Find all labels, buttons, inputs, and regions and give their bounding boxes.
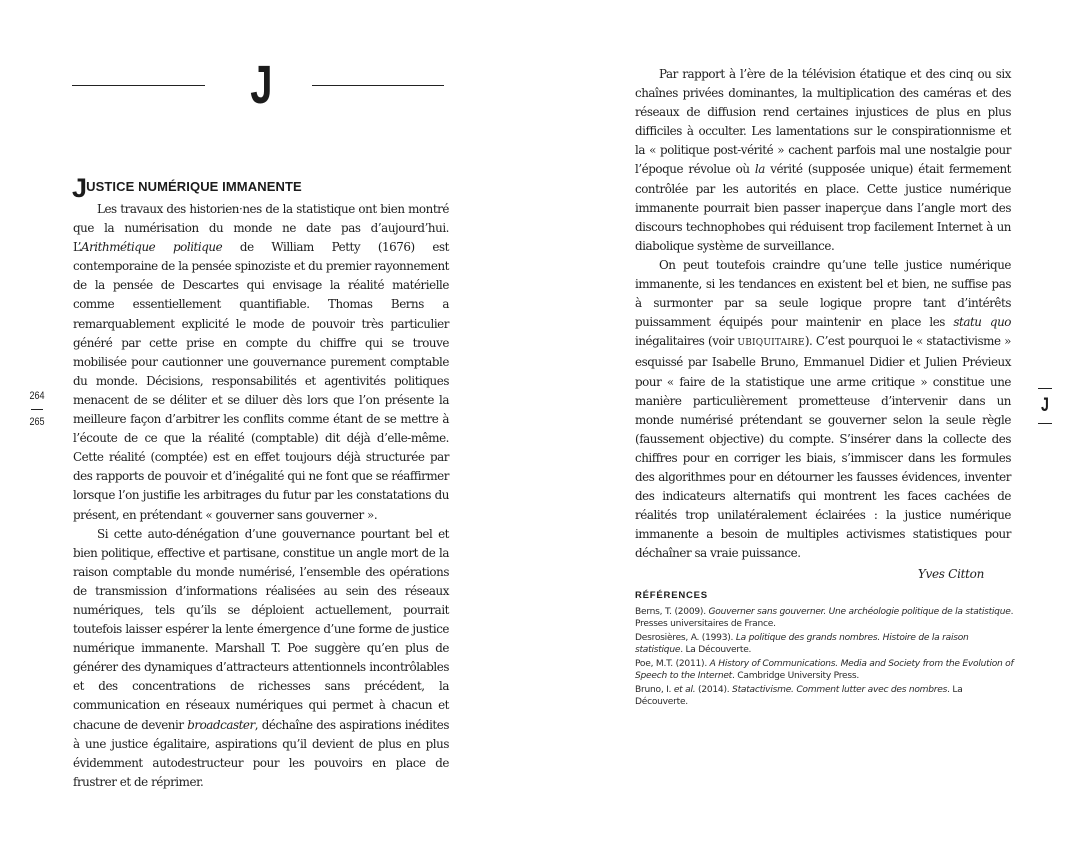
references-list [635, 606, 1015, 710]
folio-divider [31, 409, 43, 410]
reference-item: Poe, M.T. (2011). A History of Communications. Media and Society from the Evolution of Speech to the Internet. Cambridge University Press. [635, 659, 1014, 681]
title-initial: J [72, 173, 88, 203]
side-tab [1037, 388, 1053, 424]
section-letter: J [250, 55, 272, 115]
right-paragraph-2: On peut toutefois craindre qu’une telle justice numérique immanente, si les tendances en existent bel et bien, ne suffise pas à surmonter par sa seule logique propre tant d’intérêts puissamment équipés pour maintenir en place les statu quo inégalitaires (voir UBIQUITAIRE). C’est pourquoi le « statactivisme » esquissé par Isabelle Bruno, Emmanuel Didier et Julien Prévieux pour « faire de la statistique une arme critique » constitue une manière particulièrement prometteuse d’intervenir dans un monde numérisé prétendant se gouverner selon la seule règle (faussement objective) du compte. S’insérer dans la collecte des chiffres pour en corriger les biais, s’immiscer dans les formules des algorithmes pour en détourner les fausses évidences, inventer des indicateurs alternatifs qui montrent les faces cachées de réalités trop unilatéralement éclairées : la justice numérique immanente a besoin de multiples activismes statistiques pour déchaîner sa vraie puissance. [635, 257, 1012, 561]
emphasis: la [754, 162, 765, 177]
entry-title [72, 173, 302, 203]
side-tab-rule-top [1038, 388, 1052, 389]
page-number-left: 264 [29, 390, 45, 402]
references-heading: RÉFÉRENCES [635, 590, 708, 601]
emphasis: broadcaster [187, 717, 255, 732]
side-tab-rule-bottom [1038, 423, 1052, 424]
reference-item: Berns, T. (2009). Gouverner sans gouverner. Une archéologie politique de la statistique. Presses universitaires de France. [635, 607, 1014, 629]
header-rule-left [72, 85, 205, 86]
emphasis: statu quo [953, 315, 1011, 330]
reference-item: Bruno, I. et al. (2014). Statactivisme. Comment lutter avec des nombres. La Découverte. [635, 685, 963, 707]
reference-item: Desrosières, A. (1993). La politique des grands nombres. Histoire de la raison statistique. La Découverte. [635, 633, 969, 655]
title-rest: USTICE NUMÉRIQUE IMMANENTE [86, 179, 302, 194]
header-rule-right [312, 85, 444, 86]
cross-reference: UBIQUITAIRE [737, 338, 805, 349]
left-paragraph-1: Les travaux des historien·nes de la statistique ont bien montré que la numérisation du monde ne date pas d’aujourd’hui. L’Arithmétique politique de William Petty (1676) est contemporaine de la pensée spinoziste et du premier rayonnement de la pensée de Descartes qui envisage la réalité matérielle comme essentiellement quantifiable. Thomas Berns a remarquablement explicité le mode de pouvoir très particulier généré par cette prise en compte du chiffre qui se trouve mobilisée pour cautionner une gouvernance purement comptable du monde. Décisions, responsabilités et agentivités politiques menacent de se déliter et se diluer dès lors que l’on présente la meilleure façon d’arbitrer les conflits comme étant de se mettre à l’écoute de ce que la réalité (comptable) dit déjà d’elle-même. Cette réalité (comptée) est en effet toujours déjà structurée par des rapports de pouvoir et d’inégalité qui ne font que se réaffirmer lorsque l’on justifie les arbitrages du futur par les constatations du présent, en prétendant « gouverner sans gouverner ». [73, 202, 449, 522]
right-column [635, 65, 1011, 563]
page-numbers [26, 390, 48, 428]
author-signature: Yves Citton [917, 567, 984, 581]
left-paragraph-2: Si cette auto-dénégation d’une gouvernance pourtant bel et bien politique, effective et partisane, constitue un angle mort de la raison comptable du monde numérisé, l’ensemble des opérations de transmission d’informations réalisées au sein des réseaux numériques, tels qu’ils se déploient actuellement, pourrait toutefois laisser espérer la lente émergence d’une forme de justice numérique immanente. Marshall T. Poe suggère qu’en plus de générer des dynamiques d’attracteurs attentionnels incontrôlables et des concentrations de richesses sans précédent, la communication en réseaux numériques qui permet à chacun et chacune de devenir broadcaster, déchaîne des aspirations inédites à une justice égalitaire, aspirations qu’il devient de plus en plus évidemment autodestructeur pour les pouvoirs en place de frustrer et de réprimer. [73, 526, 449, 789]
emphasis: Arithmétique politique [80, 240, 223, 255]
left-column [73, 200, 449, 792]
page-number-right: 265 [29, 416, 45, 428]
side-tab-letter: J [1041, 395, 1049, 416]
right-paragraph-1: Par rapport à l’ère de la télévision étatique et des cinq ou six chaînes privées dominantes, la multiplication des caméras et des réseaux de diffusion rend certaines injustices de plus en plus difficiles à occulter. Les lamentations sur le conspirationnisme et la « politique post-vérité » cachent parfois mal une nostalgie pour l’époque révolue où la vérité (supposée unique) était fermement contrôlée par les autorités en place. Cette justice numérique immanente pourrait bien passer inaperçue dans l’angle mort des discours technophobes qui réduisent trop facilement Internet à un diabolique système de surveillance. [635, 67, 1011, 253]
